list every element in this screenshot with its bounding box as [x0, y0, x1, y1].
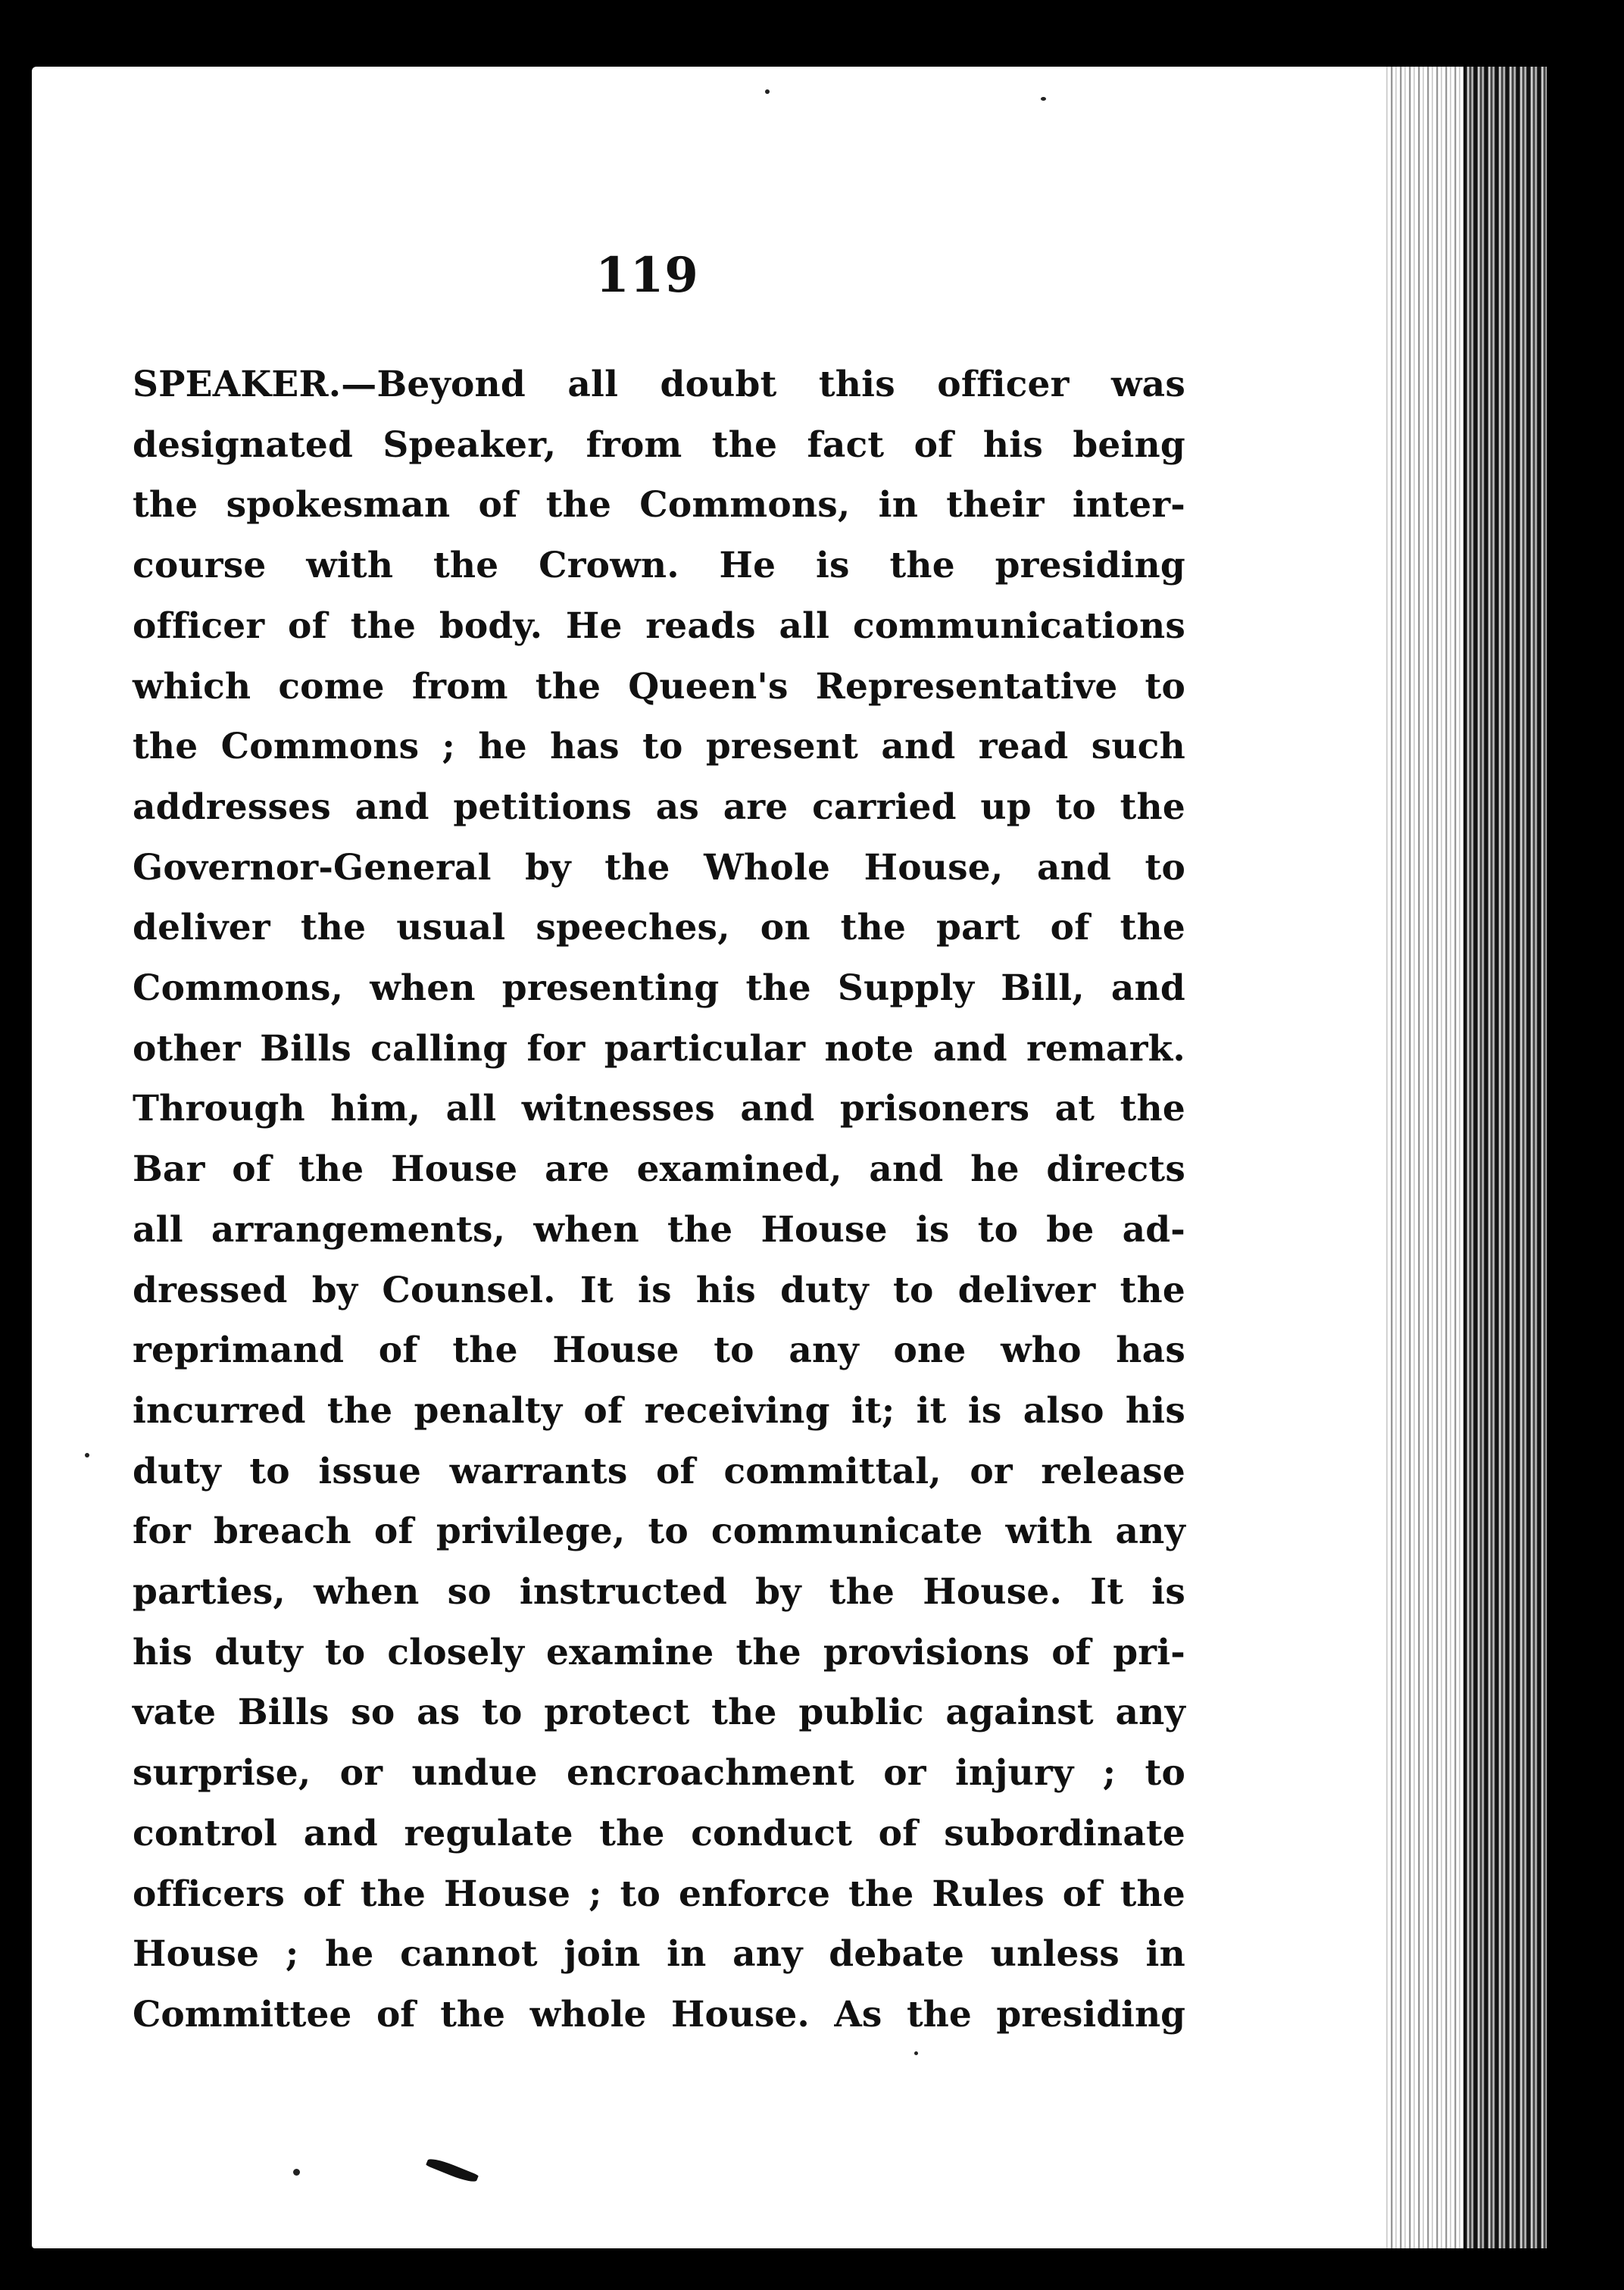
text-line: for breach of privilege, to communicate with any — [133, 1511, 1185, 1553]
page-number: 119 — [595, 247, 699, 304]
text-line: surprise, or undue encroachment or injury ; to — [133, 1752, 1185, 1795]
text-line: control and regulate the conduct of subordinate — [133, 1812, 1185, 1854]
text-line-last: Committee of the whole House. As the presiding — [133, 1993, 1185, 2035]
text-line: SPEAKER.—Beyond all doubt this officer was — [133, 364, 1185, 405]
book-page — [32, 67, 1509, 2248]
ink-speck — [85, 1453, 89, 1457]
ink-speck — [293, 2169, 300, 2176]
text-line: addresses and petitions as are carried up to the — [133, 786, 1185, 828]
text-line: parties, when so instructed by the House. It is — [133, 1571, 1185, 1614]
text-line: designated Speaker, from the fact of his being — [133, 423, 1185, 466]
text-line: course with the Crown. He is the presiding — [133, 545, 1185, 587]
text-line: Governor-General by the Whole House, and to — [133, 846, 1185, 889]
text-line: duty to issue warrants of committal, or release — [133, 1450, 1185, 1492]
text-line: all arrangements, when the House is to be ad- — [133, 1208, 1185, 1251]
text-line: other Bills calling for particular note and remark. — [133, 1027, 1185, 1070]
text-line: vate Bills so as to protect the public against any — [133, 1692, 1185, 1734]
ink-speck — [1041, 97, 1046, 101]
text-line: Commons, when presenting the Supply Bill, and — [133, 967, 1185, 1010]
text-line: Bar of the House are examined, and he directs — [133, 1148, 1185, 1191]
text-line: dressed by Counsel. It is his duty to deliver the — [133, 1269, 1185, 1311]
text-line: which come from the Queen's Representative to — [133, 665, 1185, 708]
text-line: deliver the usual speeches, on the part of the — [133, 907, 1185, 949]
text-line: the spokesman of the Commons, in their inter- — [133, 484, 1185, 526]
page-fore-edge-shadow — [1463, 67, 1547, 2248]
ink-stroke-mark — [426, 2155, 479, 2185]
text-line: reprimand of the House to any one who has — [133, 1329, 1185, 1372]
text-line: incurred the penalty of receiving it; it is also his — [133, 1389, 1185, 1432]
text-line: officer of the body. He reads all communications — [133, 605, 1185, 647]
ink-speck — [914, 2051, 918, 2055]
ink-speck — [765, 89, 770, 94]
text-line: the Commons ; he has to present and read such — [133, 726, 1185, 768]
text-line: officers of the House ; to enforce the Rules of the — [133, 1873, 1185, 1915]
body-text — [133, 355, 1185, 2045]
text-line: his duty to closely examine the provisions of pri- — [133, 1631, 1185, 1673]
text-line: House ; he cannot join in any debate unless in — [133, 1933, 1185, 1976]
text-line: Through him, all witnesses and prisoners at the — [133, 1088, 1185, 1130]
